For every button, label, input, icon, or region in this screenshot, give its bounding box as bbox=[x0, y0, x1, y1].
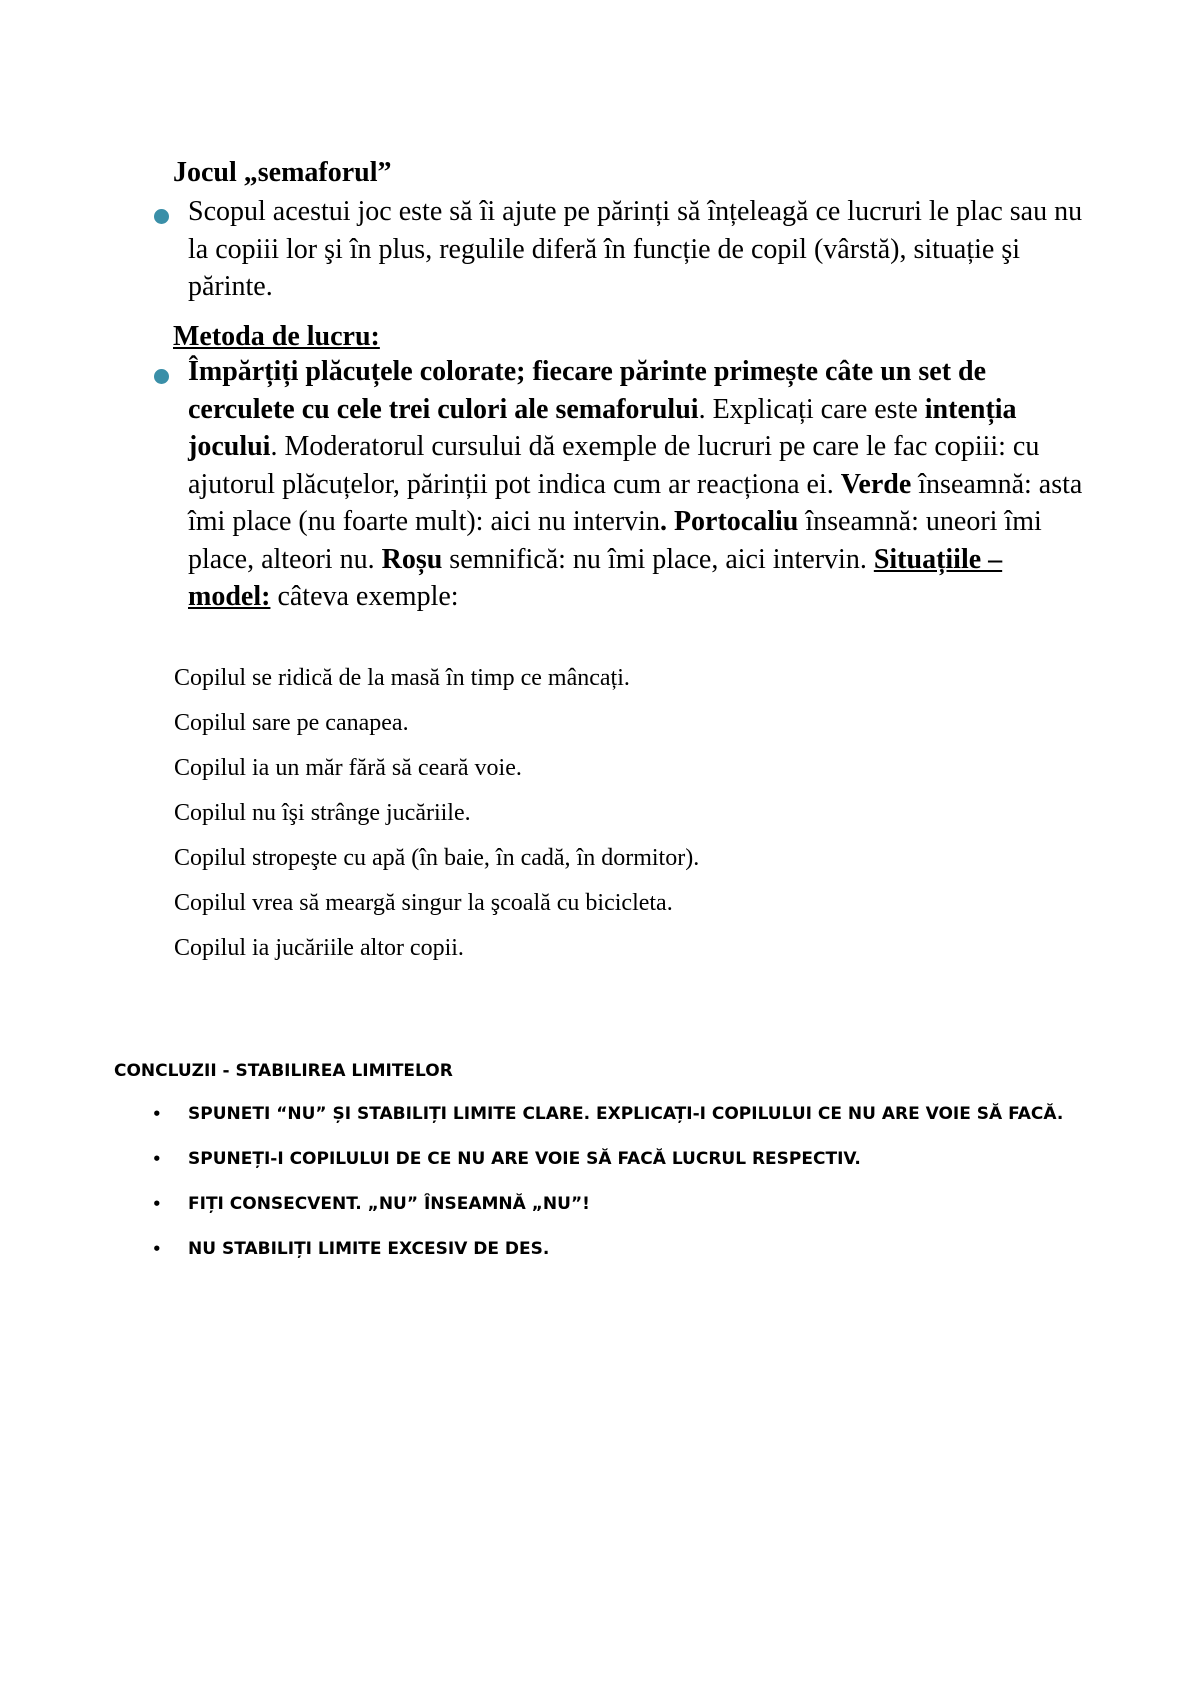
method-heading: Metoda de lucru: bbox=[173, 321, 380, 352]
examples-intro: câteva exemple: bbox=[270, 581, 459, 612]
conclusion-text: SPUNETI “NU” ȘI STABILIȚI LIMITE CLARE. EXPLICAȚI-I COPILULUI CE NU ARE VOIE SĂ FACĂ. bbox=[188, 1104, 1064, 1124]
bullet-icon: • bbox=[152, 1195, 162, 1213]
conclusion-text: SPUNEȚI-I COPILULUI DE CE NU ARE VOIE SĂ FACĂ LUCRUL RESPECTIV. bbox=[188, 1149, 861, 1169]
list-item bbox=[152, 1237, 1063, 1282]
red-meaning: semnifică: nu îmi place, aici intervin. bbox=[442, 543, 874, 575]
list-item bbox=[152, 1147, 1063, 1192]
conclusion-text: NU STABILIȚI LIMITE EXCESIV DE DES. bbox=[188, 1239, 550, 1259]
conclusion-heading: CONCLUZII - STABILIREA LIMITELOR bbox=[114, 1061, 453, 1081]
list-item: Copilul stropeşte cu apă (în baie, în cadă, în dormitor). bbox=[174, 845, 700, 871]
instructions-bold-intro: Împărțiți plăcuțele colorate; fiecare părinte primește câte un set de cerculete cu cele trei culori ale semaforului bbox=[188, 356, 987, 425]
bullet-icon: • bbox=[152, 1150, 162, 1168]
list-item: Copilul sare pe canapea. bbox=[174, 710, 409, 736]
bullet-icon: • bbox=[152, 1105, 162, 1123]
bullet-icon: • bbox=[152, 1240, 162, 1258]
conclusion-text: FIȚI CONSECVENT. „NU” ÎNSEAMNĂ „NU”! bbox=[188, 1194, 590, 1214]
list-item: Copilul se ridică de la masă în timp ce mâncați. bbox=[174, 665, 630, 691]
list-item bbox=[152, 1192, 1063, 1237]
instructions-text: . Explicați care este bbox=[698, 393, 925, 425]
bullet-dot bbox=[154, 369, 169, 384]
red-label: Roșu bbox=[381, 543, 443, 575]
instructions-paragraph bbox=[188, 353, 1088, 616]
green-label: Verde bbox=[840, 468, 912, 500]
list-item: Copilul ia un măr fără să ceară voie. bbox=[174, 755, 522, 781]
instructions-bold-intent: intenția jocului bbox=[188, 393, 1017, 462]
examples-list bbox=[174, 663, 699, 978]
list-item: Copilul vrea să meargă singur la şcoală cu bicicleta. bbox=[174, 890, 673, 916]
conclusions-list bbox=[152, 1102, 1063, 1282]
list-item: Copilul nu îşi strânge jucăriile. bbox=[174, 800, 471, 826]
purpose-paragraph: Scopul acestui joc este să îi ajute pe părinți să înțeleagă ce lucruri le plac sau nu la copiii lor şi în plus, regulile diferă în funcție de copil (vârstă), situație şi părinte. bbox=[188, 196, 1083, 302]
instructions-text: . Moderatorul cursului dă exemple de lucruri pe care le fac copiii: cu ajutorul plăcuțelor, părinții pot indica cum ar reacționa ei. bbox=[188, 431, 1040, 500]
list-item bbox=[152, 1102, 1063, 1147]
orange-label: . Portocaliu bbox=[659, 506, 799, 537]
list-item: Copilul ia jucăriile altor copii. bbox=[174, 935, 464, 961]
game-title: Jocul „semaforul” bbox=[173, 157, 392, 188]
green-meaning: înseamnă: asta îmi place (nu foarte mult): aici nu intervin bbox=[188, 468, 1083, 537]
orange-meaning: înseamnă: uneori îmi place, alteori nu. bbox=[188, 506, 1042, 575]
bullet-dot bbox=[154, 209, 169, 224]
model-situations-label: Situațiile – model: bbox=[188, 543, 1003, 612]
